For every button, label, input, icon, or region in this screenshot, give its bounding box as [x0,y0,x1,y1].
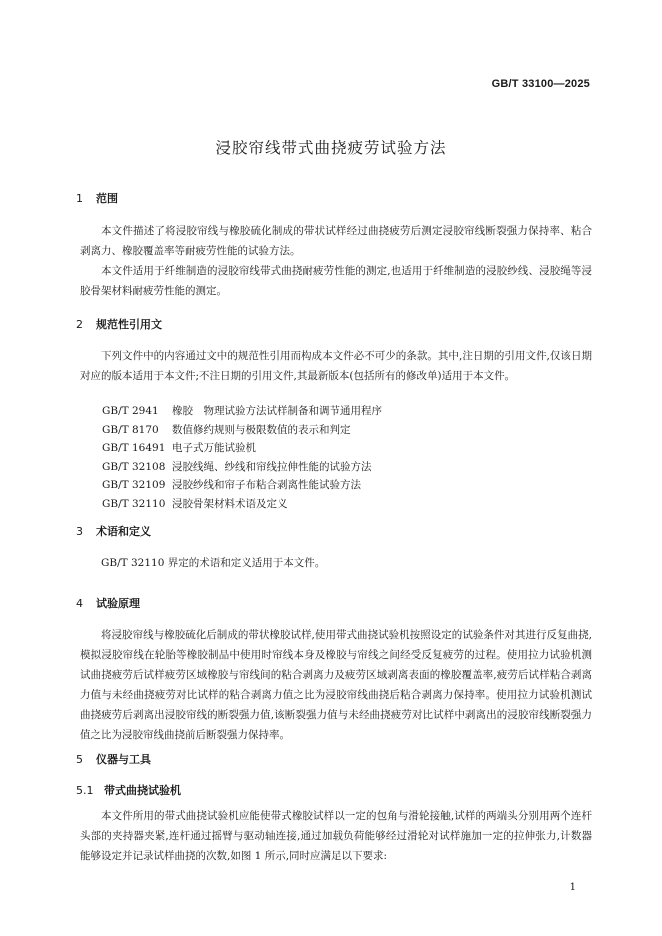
reference-title: 浸胶线绳、纱线和帘线拉伸性能的试验方法 [172,460,372,473]
section-heading-1 [76,190,118,206]
scope-paragraph-2: 本文件适用于纤维制造的浸胶帘线带式曲挠耐疲劳性能的测定,也适用于纤维制造的浸胶纱线、浸胶绳等浸胶骨架材料耐疲劳性能的测定。 [80,265,592,297]
reference-title: 浸胶纱线和帘子布粘合剥离性能试验方法 [172,479,361,491]
section-heading-5 [76,751,151,767]
section-title: 试验原理 [96,597,140,610]
page-number: 1 [569,882,576,893]
reference-title: 浸胶骨架材料术语及定义 [172,497,288,510]
section-number: 4 [76,597,83,610]
subsection-heading-5-1 [76,782,181,798]
section-title: 规范性引用文 [96,318,162,331]
reference-item [102,476,382,495]
tester-paragraph: 本文件所用的带式曲挠试验机应能使带式橡胶试样以一定的包角与滑轮接触,试样的两端头分别用两个连杆头部的夹持器夹紧,连杆通过摇臂与驱动轴连接,通过加载负荷能够经过滑轮对试样施加一定的拉伸张力,计数器能够设定并记录试样曲挠的次数,如图 1 所示,同时应满足以下要求: [80,810,592,862]
reference-title: 数值修约规则与极限数值的表示和判定 [172,423,351,436]
reference-item [102,439,382,458]
reference-code: GB/T 2941 [102,405,159,417]
reference-item [102,458,382,477]
section-number: 3 [76,525,83,538]
reference-title: 电子式万能试验机 [172,442,256,454]
section-heading-3 [76,523,151,539]
section-number: 5 [76,753,83,766]
section-number: 1 [76,192,83,205]
reference-item [102,421,382,440]
section-heading-4 [76,595,140,611]
reference-item [102,495,382,514]
reference-code: GB/T 32108 [102,460,166,473]
section-heading-2 [76,316,162,332]
reference-title: 橡胶 物理试验方法试样制备和调节通用程序 [172,405,382,417]
normative-intro-paragraph: 下列文件中的内容通过文中的规范性引用而构成本文件必不可少的条款。其中,注日期的引用文件,仅该日期对应的版本适用于本文件;不注日期的引用文件,其最新版本(包括所有的修改单)适用于本文件。 [80,350,592,382]
terms-paragraph: GB/T 32110 界定的术语和定义适用于本文件。 [101,557,326,569]
reference-code: GB/T 16491 [102,442,166,454]
section-title: 术语和定义 [96,525,151,538]
section-title: 范围 [96,192,118,205]
subsection-number: 5.1 [76,784,94,797]
reference-code: GB/T 8170 [102,423,159,436]
reference-code: GB/T 32109 [102,479,166,491]
subsection-title: 带式曲挠试验机 [104,784,181,797]
document-title: 浸胶帘线带式曲挠疲劳试验方法 [215,139,447,157]
reference-code: GB/T 32110 [102,497,166,510]
section-number: 2 [76,318,83,331]
standard-code: GB/T 33100—2025 [491,78,590,90]
reference-list [102,402,382,513]
principle-paragraph: 将浸胶帘线与橡胶硫化后制成的带状橡胶试样,使用带式曲挠试验机按照设定的试验条件对其进行反复曲挠,模拟浸胶帘线在轮胎等橡胶制品中使用时帘线本身及橡胶与帘线之间经受反复疲劳的过程。使用拉力试验机测试曲挠疲劳后试样疲劳区域橡胶与帘线间的粘合剥离力及疲劳区域剥离表面的橡胶覆盖率,疲劳后试样粘合剥离力值与未经曲挠疲劳对比试样的粘合剥离力值之比为浸胶帘线曲挠后粘合剥离力保持率。使用拉力试验机测试曲挠疲劳后剥离出浸胶帘线的断裂强力值,该断裂强力值与未经曲挠疲劳对比试样中剥离出的浸胶帘线断裂强力值之比为浸胶帘线曲挠前后断裂强力保持率。 [80,629,592,741]
scope-paragraph-1: 本文件描述了将浸胶帘线与橡胶硫化制成的带状试样经过曲挠疲劳后测定浸胶帘线断裂强力保持率、粘合剥离力、橡胶覆盖率等耐疲劳性能的试验方法。 [80,225,592,257]
section-title: 仪器与工具 [96,753,151,766]
reference-item [102,402,382,421]
